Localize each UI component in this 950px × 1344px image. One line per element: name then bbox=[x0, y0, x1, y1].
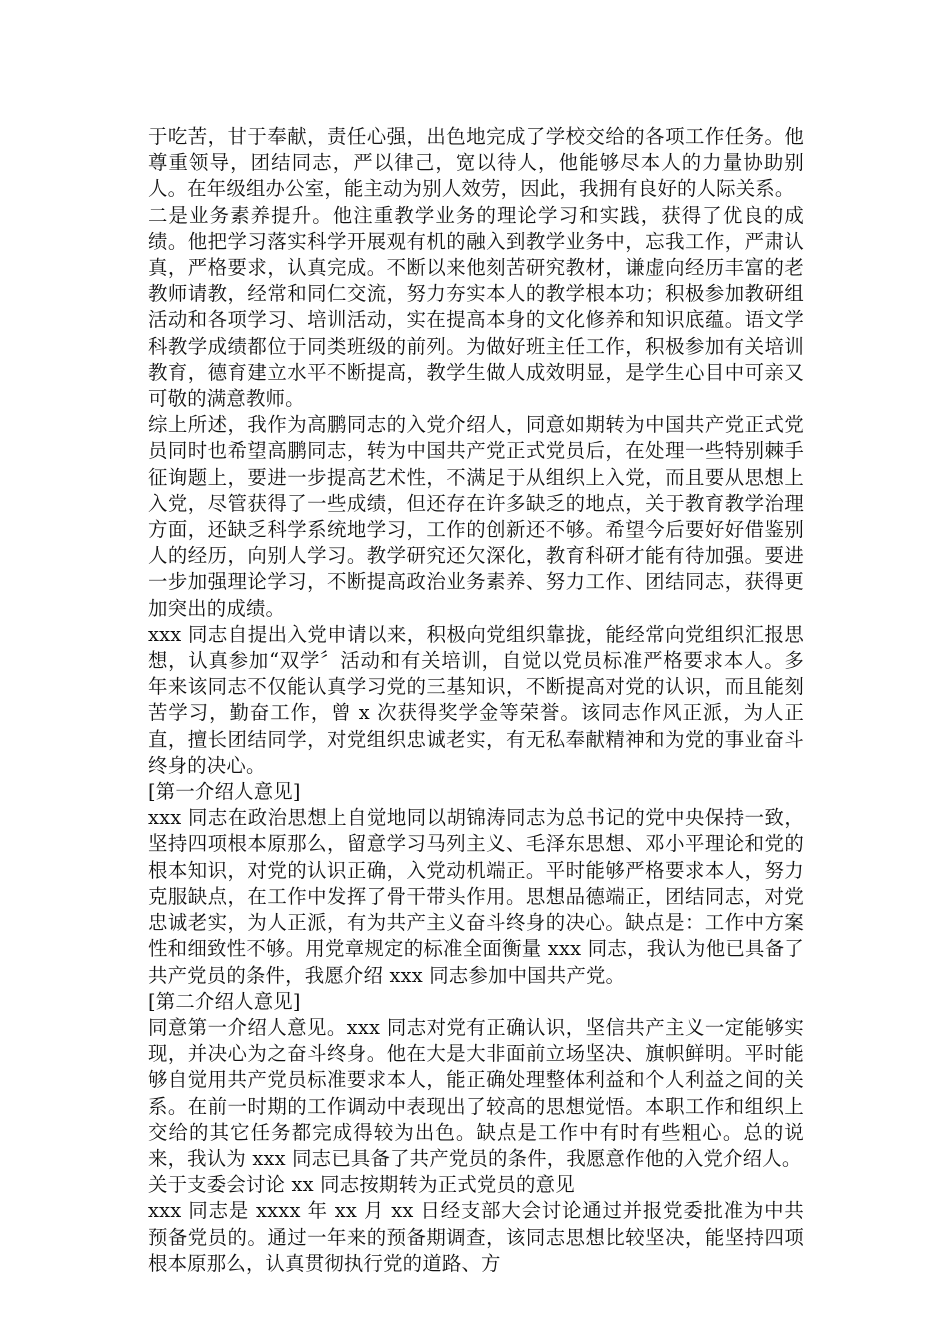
paragraph-summary: 综上所述，我作为高鹏同志的入党介绍人，同意如期转为中国共产党正式党员同时也希望高鹏同志，转为中国共产党正式党员后，在处理一些特别棘手征询题上，要进一步提高艺术性，不满足于从组织上入党，而且要从思想上入党，尽管获得了一些成绩，但还存在许多缺乏的地点，关于教育教学治理方面，还缺乏科学系统地学习，工作的创新还不够。希望今后要好好借鉴别人的经历，向别人学习。教学研究还欠深化，教育科研才能有待加强。要进一步加强理论学习，不断提高政治业务素养、努力工作、团结同志，获得更加突出的成绩。 bbox=[148, 413, 804, 620]
heading-committee-discussion: 关于支委会讨论 xx 同志按期转为正式党员的意见 bbox=[148, 1173, 575, 1197]
paragraph-applicant-overview: xxx 同志自提出入党申请以来，积极向党组织靠拢，能经常向党组织汇报思想，认真参加“双学〞活动和有关培训，自觉以党员标准严格要求本人。多年来该同志不仅能认真学习党的三基知识，不断提高对党的认识，而且能刻苦学习，勤奋工作，曾 x 次获得奖学金等荣誉。该同志作风正派，为人正直，擅长团结同学，对党组织忠诚老实，有无私奉献精神和为党的事业奋斗终身的决心。 bbox=[148, 622, 804, 777]
paragraph-professional-quality: 二是业务素养提升。他注重教学业务的理论学习和实践，获得了优良的成绩。他把学习落实科学开展观有机的融入到教学业务中，忘我工作，严肃认真，严格要求，认真完成。不断以来他刻苦研究教材，谦虚向经历丰富的老教师请教，经常和同仁交流，努力夯实本人的教学根本功；积极参加教研组活动和各项学习、培训活动，实在提高本身的文化修养和知识底蕴。语文学科教学成绩都位于同类班级的前列。为做好班主任工作，积极参加有关培训教育，德育建立水平不断提高，教学生做人成效明显，是学生心目中可亲又可敬的满意教师。 bbox=[148, 203, 804, 411]
paragraph-first-introducer-opinion: xxx 同志在政治思想上自觉地同以胡锦涛同志为总书记的党中央保持一致，坚持四项根本原那么，留意学习马列主义、毛泽东思想、邓小平理论和党的根本知识，对党的认识正确，入党动机端正。平时能够严格要求本人，努力克服缺点，在工作中发挥了骨干带头作用。思想品德端正，团结同志，对党忠诚老实，为人正派，有为共产主义奋斗终身的决心。缺点是：工作中方案性和细致性不够。用党章规定的标准全面衡量 xxx 同志，我认为他已具备了共产党员的条件，我愿介绍 xxx 同志参加中国共产党。 bbox=[148, 806, 804, 987]
paragraph-second-introducer-opinion: 同意第一介绍人意见。xxx 同志对党有正确认识，坚信共产主义一定能够实现，并决心为之奋斗终身。他在大是大非面前立场坚决、旗帜鲜明。平时能够自觉用共产党员标准要求本人，能正确处理整体利益和个人利益之间的关系。在前一时期的工作调动中表现出了较高的思想觉悟。本职工作和组织上交给的其它任务都完成得较为出色。缺点是工作中有时有些粗心。总的说来，我认为 xxx 同志已具备了共产党员的条件，我愿意作他的入党介绍人。 bbox=[148, 1015, 804, 1170]
heading-first-introducer: [第一介绍人意见] bbox=[148, 780, 301, 804]
heading-second-introducer: [第二介绍人意见] bbox=[148, 989, 301, 1013]
document-body bbox=[148, 124, 804, 1277]
paragraph-committee-opinion: xxx 同志是 xxxx 年 xx 月 xx 日经支部大会讨论通过并报党委批准为中共预备党员的。通过一年来的预备期调查，该同志思想比较坚决，能坚持四项根本原那么，认真贯彻执行党的道路、方 bbox=[148, 1199, 804, 1275]
paragraph-work-attitude: 于吃苦，甘于奉献，责任心强，出色地完成了学校交给的各项工作任务。他尊重领导，团结同志，严以律己，宽以待人，他能够尽本人的力量协助别人。在年级组办公室，能主动为别人效劳，因此，我拥有良好的人际关系。 bbox=[148, 125, 804, 201]
